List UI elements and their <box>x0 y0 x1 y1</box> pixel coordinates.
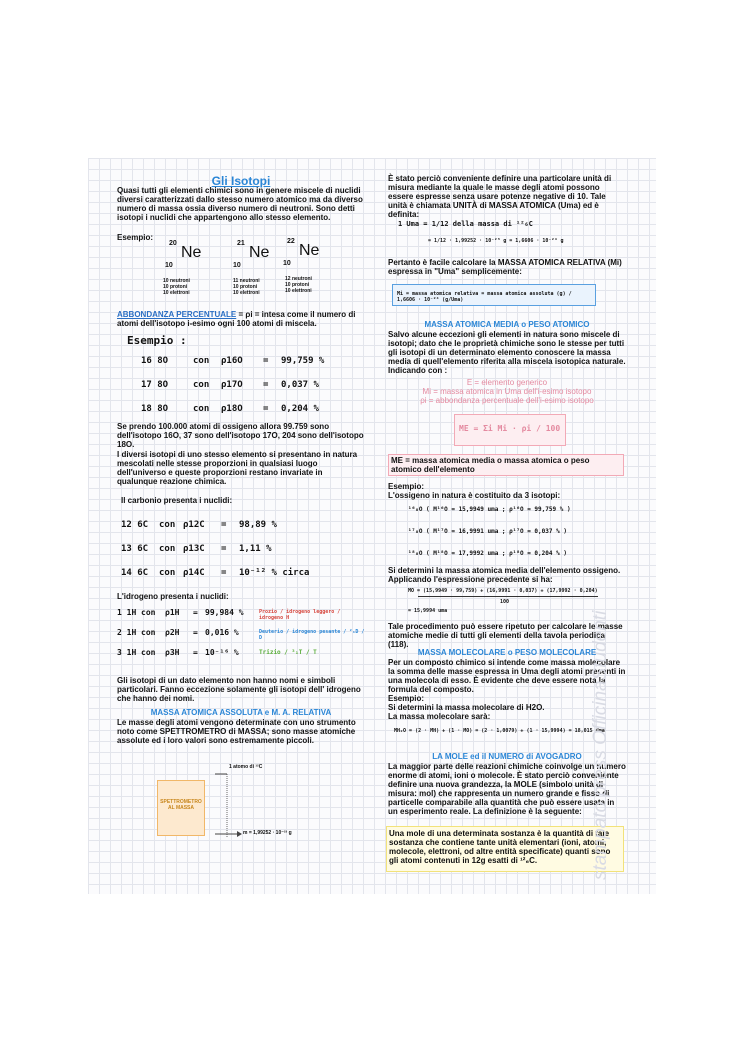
con-word: con <box>159 520 176 530</box>
abundance-value: 0,037 % <box>281 380 319 390</box>
esempio-handwritten: Esempio : <box>127 334 187 347</box>
abundance-symbol: ρ18O <box>221 404 243 414</box>
electrons: 10 elettroni <box>233 290 260 296</box>
abundance-value: 10⁻¹² % circa <box>239 568 310 578</box>
nature-paragraph: I diversi isotopi di uno stesso elemento si presentano in natura mescolati nelle stesse proporzioni in qualsiasi luogo dell'universo e queste proporzioni restano invariate in qualunque reazione chimica. <box>117 450 358 486</box>
ne20-composition <box>163 278 190 296</box>
abundance-symbol: ρ14C <box>183 568 205 578</box>
oxygen-data-16: ¹⁶₈O ( M¹⁶O = 15,9949 uma ; ρ¹⁶O = 99,759 % ) <box>408 506 571 513</box>
watermark: stampato press OfficinaStudenti <box>590 610 611 880</box>
mole-definition: Una mole di una determinata sostanza è la quantità di tale sostanza che contiene tante unità elementari (ioni, atomi, molecole, elettroni, od altre entità specificate) quanti sono gli atomi contenuti in 12g esatti di ¹²₆C. <box>389 829 611 865</box>
element-symbol: Ne <box>249 244 270 261</box>
protons: 10 protoni <box>285 282 310 288</box>
carbon-intro: Il carbonio presenta i nuclidi: <box>121 496 233 505</box>
abundance-value: 10⁻¹⁶ % <box>205 648 239 657</box>
con-word: con <box>193 356 210 366</box>
electrons: 10 elettroni <box>285 288 312 294</box>
element-symbol: Ne <box>299 242 320 259</box>
abundance-symbol: ρ17O <box>221 380 243 390</box>
isotope-symbol: 17 8O <box>141 380 169 390</box>
isotope-symbol: 16 8O <box>141 356 169 366</box>
isotope-symbol: 12 6C <box>121 520 149 530</box>
media-paragraph: Salvo alcune eccezioni gli elementi in natura sono miscele di isotopi; dato che le proprietà chimiche sono le stesse per tutti gli isotopi di un determinato elemento conoscere la massa media di quell'elemento riferita alla miscela isotopica naturale. Indicando con : <box>388 330 626 375</box>
equals-sign: = <box>193 628 198 637</box>
mole-definition-box <box>386 826 624 872</box>
abundance-symbol: ρ2H <box>165 628 180 637</box>
protons: 10 protoni <box>233 284 258 290</box>
example-label: Esempio: <box>117 233 154 242</box>
me-definition: ME = massa atomica media o massa atomica o peso atomico dell'elemento <box>391 456 590 474</box>
hydrogen-row-3 <box>117 648 365 657</box>
atomic-number: 10 <box>233 262 241 269</box>
equals-sign: = <box>193 648 198 657</box>
con-word: con <box>141 648 156 657</box>
me-formula-box <box>454 414 566 446</box>
legend-rho: ρi = abbondanza percentuale dell'i-esimo isotopo <box>420 396 594 405</box>
mole-paragraph: La maggior parte delle reazioni chimiche coinvolge un numero enorme di atomi, ioni o molecole. È stato perciò conveniente definire una nuova grandezza, la MOLE (simbolo unità di misura: mol) che rappresenta un numero grande e fisso di particelle comparabile alla quantità che può essere usata in un esperimento reale. La definizione è la seguente: <box>388 762 626 816</box>
oxygen-data-18: ¹⁸₈O ( M¹⁸O = 17,9992 uma ; ρ¹⁸O = 0,204 % ) <box>408 550 567 557</box>
isotope-name-deuterio: Deuterio / idrogeno pesante / ²₁D / D <box>259 629 365 641</box>
atom-label: 1 atomo di ¹²C <box>229 764 263 770</box>
calc-result: = 15,9994 uma <box>408 608 448 614</box>
equals-sign: = <box>221 544 227 554</box>
abbondanza-heading: ABBONDANZA PERCENTUALE <box>117 310 237 319</box>
equals-sign: = <box>263 404 269 414</box>
mi-formula-box <box>392 284 596 306</box>
abundance-value: 98,89 % <box>239 520 277 530</box>
calc-numerator: MO = (15,9949 · 99,759) + (16,9991 · 0,037) + (17,9992 · 0,204) <box>408 588 598 594</box>
abundance-symbol: ρ3H <box>165 648 180 657</box>
media-heading: MASSA ATOMICA MEDIA o PESO ATOMICO <box>424 320 590 329</box>
electrons: 10 elettroni <box>163 290 190 296</box>
calc-denominator: 100 <box>500 599 510 605</box>
calc-outro: Tale procedimento può essere ripetuto per calcolare le masse atomiche medie di tutti gli elementi della tavola periodica (118). <box>388 622 623 649</box>
neutrons: 11 neutroni <box>233 278 260 284</box>
massa-assoluta-paragraph: Le masse degli atomi vengono determinate con uno strumento noto come SPETTROMETRO di MASSA; sono masse atomiche assolute ed i loro valori sono estremamente piccoli. <box>117 718 356 745</box>
atomic-number: 10 <box>283 260 291 267</box>
mass-number: 21 <box>237 240 245 247</box>
isotope-symbol: 13 6C <box>121 544 149 554</box>
isotope-symbol: 2 1H <box>117 628 137 637</box>
oxygen-intro: L'ossigeno in natura è costituito da 3 isotopi: <box>388 491 561 500</box>
abundance-symbol: ρ12C <box>183 520 205 530</box>
me-definition-box <box>388 454 624 476</box>
con-word: con <box>193 380 210 390</box>
abbondanza-paragraph <box>117 310 365 328</box>
esempio-b-label: Esempio: <box>388 694 425 703</box>
isotope-name-trizio: Trizio / ³₁T / T <box>259 649 317 656</box>
con-word: con <box>141 608 156 617</box>
isotope-symbol: 1 1H <box>117 608 137 617</box>
massa-assoluta-heading: MASSA ATOMICA ASSOLUTA e M. A. RELATIVA <box>150 708 332 717</box>
hydrogen-row-1 <box>117 608 365 621</box>
intro-text: Quasi tutti gli elementi chimici sono in genere miscele di nuclidi diversi caratterizzati dallo stesso numero atomico ma da diverso numero di massa ossia diverso numero di neutroni. Sono detti isotopi i nuclidi che appartengono allo stesso elemento. <box>117 186 363 222</box>
isotope-symbol: 14 6C <box>121 568 149 578</box>
molecolare-heading: MASSA MOLECOLARE o PESO MOLECOLARE <box>417 648 597 657</box>
h2o-label: La massa molecolare sarà: <box>388 712 491 721</box>
con-word: con <box>159 544 176 554</box>
protons: 10 protoni <box>163 284 188 290</box>
atomic-number: 10 <box>165 262 173 269</box>
con-word: con <box>193 404 210 414</box>
abundance-value: 0,204 % <box>281 404 319 414</box>
carbon-row-14 <box>121 568 361 578</box>
oxygen-paragraph: Se prendo 100.000 atomi di ossigeno allora 99.759 sono dell'isotopo 16O, 37 sono dell'isotopo 17O, 204 sono dell'isotopo 18O. <box>117 422 364 449</box>
abundance-value: 99,759 % <box>281 356 325 366</box>
element-symbol: Ne <box>181 244 202 261</box>
oxygen-row-17 <box>141 380 361 390</box>
equals-sign: = <box>221 520 227 530</box>
carbon-row-12 <box>121 520 361 530</box>
uma-equation-2: = 1/12 · 1,99252 · 10⁻²³ g = 1,6606 · 10⁻²⁴ g <box>428 238 564 244</box>
uma-intro: È stato perciò conveniente definire una particolare unità di misura mediante la quale le masse degli atomi possono essere espresse senza usare potenze negative di 10. Tale unità è chiamata UNITÀ di MASSA ATOMICA (Uma) ed è definita: <box>388 174 612 219</box>
isotope-symbol: 18 8O <box>141 404 169 414</box>
con-word: con <box>141 628 156 637</box>
molecolare-paragraph: Per un composto chimico si intende come massa molecolare la somma delle masse espressa in Uma degli atomi presenti in una molecola di esso. È evidente che deve essere nota la formula del composto. <box>388 658 626 694</box>
esempio-label: Esempio: <box>388 482 425 491</box>
fraction-line <box>418 596 598 597</box>
abundance-symbol: ρ1H <box>165 608 180 617</box>
legend-e: E = elemento generico <box>466 378 548 387</box>
hydrogen-intro: L'idrogeno presenta i nuclidi: <box>117 592 229 601</box>
abundance-symbol: ρ13C <box>183 544 205 554</box>
equals-sign: = <box>221 568 227 578</box>
mass-number: 20 <box>169 240 177 247</box>
isotope-name-prozio: Prozio / idrogeno leggero / idrogeno H <box>259 609 341 621</box>
hydrogen-row-2 <box>117 628 365 641</box>
legend-mi: Mi = massa atomica in Uma dell'i-esimo isotopo <box>422 387 592 396</box>
ne21-composition <box>233 278 260 296</box>
neutrons: 12 neutroni <box>285 276 312 282</box>
con-word: con <box>159 568 176 578</box>
abundance-value: 0,016 % <box>205 628 239 637</box>
oxygen-data-17: ¹⁷₈O ( M¹⁷O = 16,9991 uma ; ρ¹⁷O = 0,037 % ) <box>408 528 567 535</box>
names-paragraph: Gli isotopi di un dato elemento non hanno nomi e simboli particolari. Fanno eccezione solamente gli isotopi dell' idrogeno che hanno dei nomi. <box>117 676 361 703</box>
mi-formula: Mi = massa atomica relativa = massa atomica assoluta (g) / 1,6606 · 10⁻²⁴ (g/Uma) <box>397 291 572 303</box>
carbon-row-13 <box>121 544 361 554</box>
spectrometer-box <box>157 780 205 836</box>
equals-sign: = <box>193 608 198 617</box>
isotope-symbol: 3 1H <box>117 648 137 657</box>
equals-sign: = <box>263 356 269 366</box>
oxygen-row-16 <box>141 356 361 366</box>
page-title: Gli Isotopi <box>211 174 271 188</box>
abundance-symbol: ρ16O <box>221 356 243 366</box>
calc-intro: Si determini la massa atomica media dell'elemento ossigeno. Applicando l'espressione precedente si ha: <box>388 566 621 584</box>
mass-number: 22 <box>287 238 295 245</box>
abbondanza-definition: = ρi = intesa come il numero di atomi dell'isotopo i-esimo ogni 100 atomi di miscela. <box>117 310 356 328</box>
spectrometer-label: SPETTROMETRO AL MASSA <box>160 799 202 811</box>
uma-equation-1: 1 Uma = 1/12 della massa di ¹²₆C <box>398 220 533 228</box>
mole-heading: LA MOLE ed il NUMERO di AVOGADRO <box>432 752 582 761</box>
neutrons: 10 neutroni <box>163 278 190 284</box>
oxygen-row-18 <box>141 404 361 414</box>
relativa-paragraph: Pertanto è facile calcolare la MASSA ATOMICA RELATIVA (Mi) espressa in "Uma" semplicemente: <box>388 258 622 276</box>
ne22-composition <box>285 276 312 294</box>
notebook-page <box>88 158 656 894</box>
me-formula: ME = Σi Mi · ρi / 100 <box>459 424 561 433</box>
h2o-calculation: MH₂O = (2 · MH) + (1 · MO) = (2 · 1,0079) + (1 · 15,9994) = 18,015 Uma <box>394 728 605 734</box>
equals-sign: = <box>263 380 269 390</box>
abundance-value: 1,11 % <box>239 544 272 554</box>
abundance-value: 99,984 % <box>205 608 244 617</box>
legend <box>388 378 626 405</box>
h2o-intro: Si determini la massa molecolare di H2O. <box>388 703 545 712</box>
mass-result: m = 1,99252 · 10⁻²³ g <box>243 830 292 836</box>
